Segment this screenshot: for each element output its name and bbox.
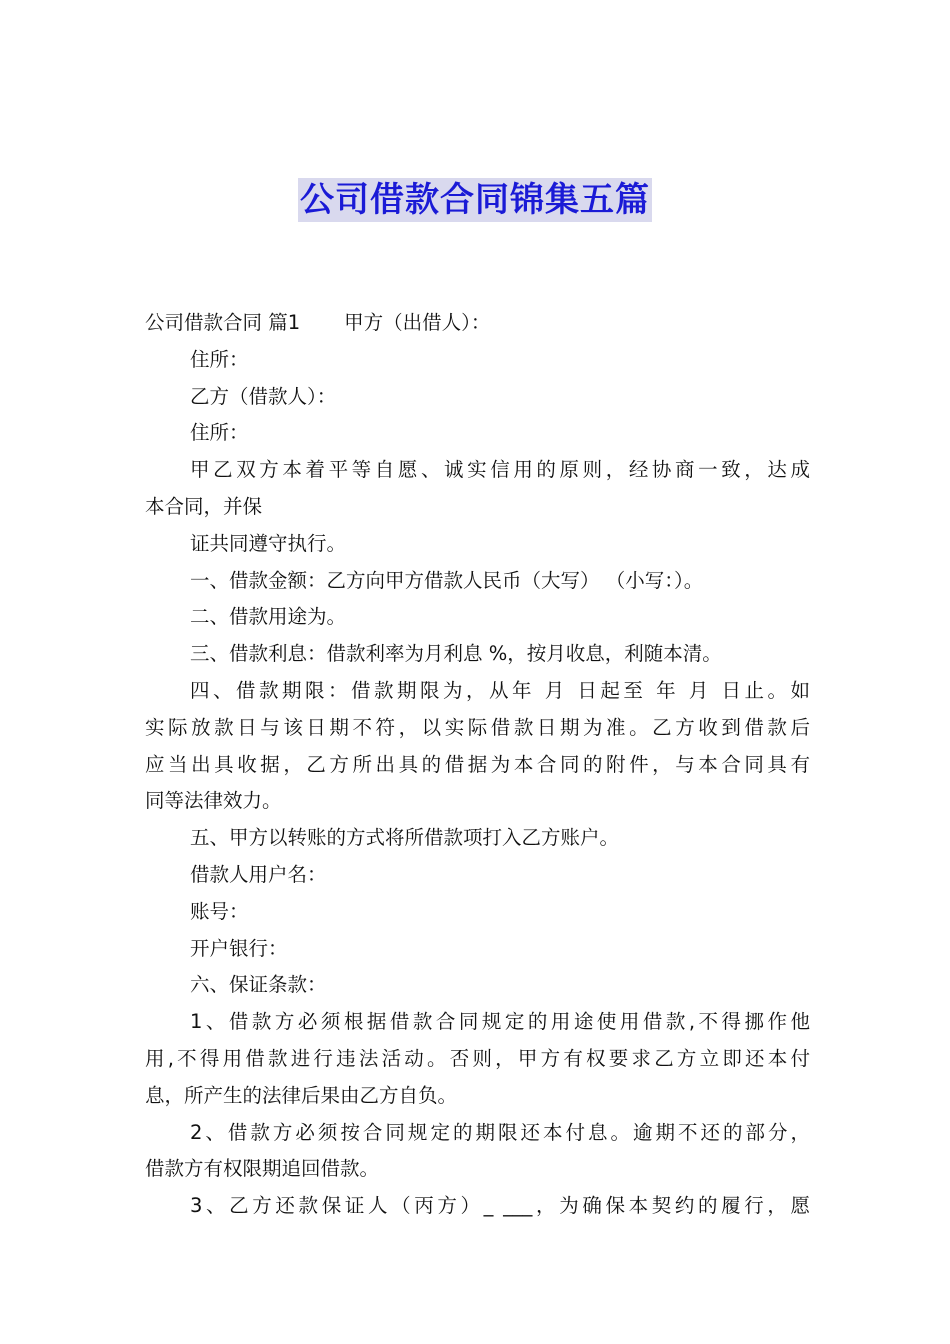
paragraph-line: 五、甲方以转账的方式将所借款项打入乙方账户。 bbox=[190, 826, 620, 850]
paragraph-line: 同等法律效力。 bbox=[145, 789, 282, 813]
paragraph-line: 本合同，并保 bbox=[145, 494, 263, 518]
paragraph-line: 乙方（借款人）： bbox=[190, 384, 337, 408]
paragraph-line: 证共同遵守执行。 bbox=[190, 531, 347, 555]
paragraph-line: 应当出具收据，乙方所出具的借据为本合同的附件，与本合同具有 bbox=[145, 752, 810, 776]
paragraph-line: 账号： bbox=[190, 899, 249, 923]
paragraph-line: 甲乙双方本着平等自愿、诚实信用的原则，经协商一致，达成 bbox=[190, 458, 810, 482]
paragraph-line: 开户银行： bbox=[190, 936, 288, 960]
paragraph-line: 3、乙方还款保证人（丙方）_ ___，为确保本契约的履行，愿 bbox=[190, 1194, 810, 1218]
paragraph-line: 息，所产生的法律后果由乙方自负。 bbox=[145, 1083, 458, 1107]
paragraph-line: 借款人用户名： bbox=[190, 862, 327, 886]
title-container bbox=[0, 178, 950, 222]
paragraph-line: 1、借款方必须根据借款合同规定的用途使用借款,不得挪作他 bbox=[190, 1010, 810, 1034]
paragraph-line: 三、借款利息：借款利率为月利息 %，按月收息，利随本清。 bbox=[190, 642, 722, 666]
party-a-label: 甲方（出借人）： bbox=[344, 311, 491, 334]
paragraph-line: 住所： bbox=[190, 347, 249, 371]
paragraph-line: 2、借款方必须按合同规定的期限还本付息。逾期不还的部分， bbox=[190, 1120, 810, 1144]
paragraph-line: 用,不得用借款进行违法活动。否则，甲方有权要求乙方立即还本付 bbox=[145, 1046, 810, 1070]
paragraph-line: 四、借款期限：借款期限为，从年 月 日起至 年 月 日止。如 bbox=[190, 678, 810, 702]
paragraph-line: 二、借款用途为。 bbox=[190, 605, 347, 629]
paragraph-line: 实际放款日与该日期不符，以实际借款日期为准。乙方收到借款后 bbox=[145, 715, 810, 739]
paragraph-line: 借款方有权限期追回借款。 bbox=[145, 1157, 380, 1181]
paragraph-line: 六、保证条款： bbox=[190, 973, 327, 997]
section-heading-line bbox=[145, 305, 810, 342]
paragraph-line: 住所： bbox=[190, 421, 249, 445]
paragraph-line: 一、借款金额：乙方向甲方借款人民币（大写） （小写：）。 bbox=[190, 568, 704, 592]
document-body bbox=[145, 305, 810, 1225]
section-heading: 公司借款合同 篇1 bbox=[145, 311, 301, 334]
document-title: 公司借款合同锦集五篇 bbox=[300, 180, 650, 220]
